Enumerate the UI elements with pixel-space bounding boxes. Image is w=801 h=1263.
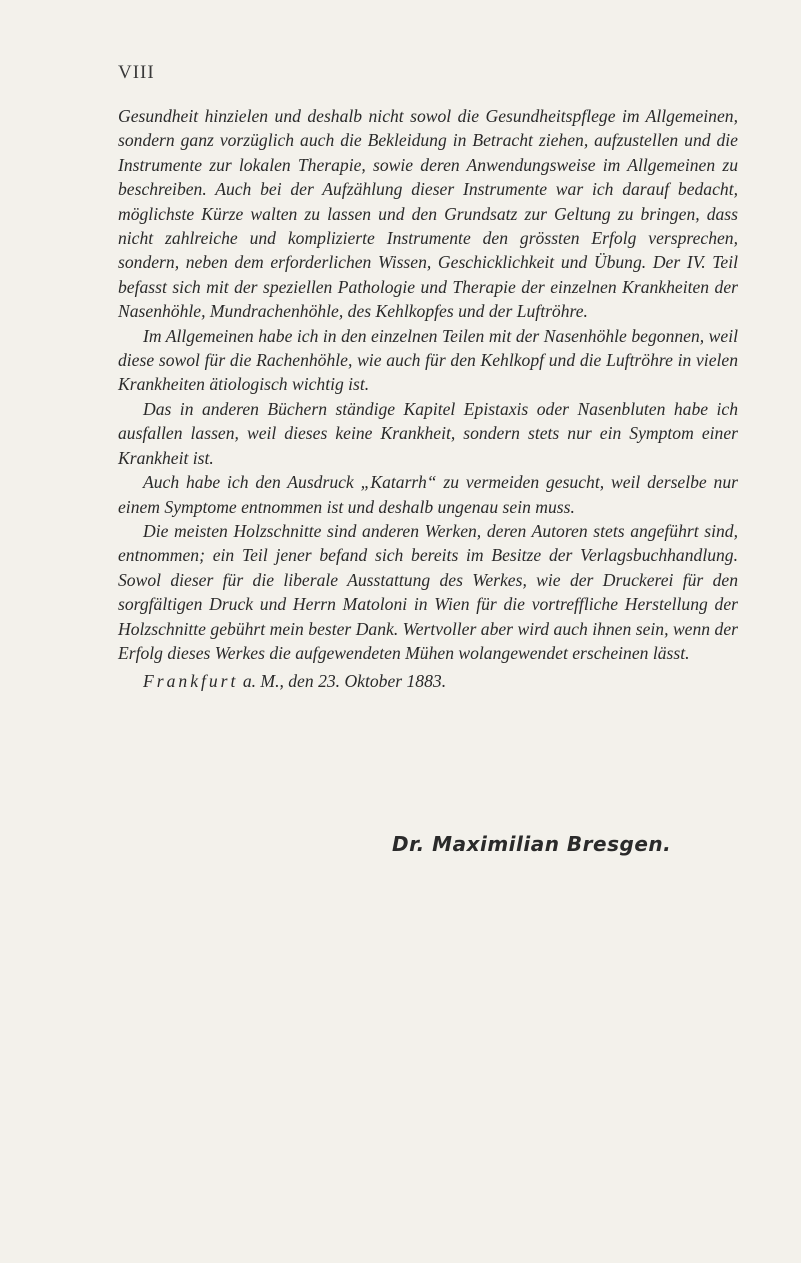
paragraph: Gesundheit hinzielen und deshalb nicht sowol die Gesundheitspflege im Allgemeinen, sondern ganz vorzüglich auch die Bekleidung in Betracht ziehen, aufzustellen und die Instrumente zur lokalen Therapie, sowie deren Anwendungsweise im Allgemeinen zu beschreiben. Auch bei der Aufzählung dieser Instrumente war ich darauf bedacht, möglichste Kürze walten zu lassen und den Grundsatz zur Geltung zu bringen, dass nicht zahlreiche und komplizierte Instrumente den grössten Erfolg versprechen, sondern, neben dem erforderlichen Wissen, Geschicklichkeit und Übung. Der IV. Teil befasst sich mit der speziellen Pathologie und Therapie der einzelnen Krankheiten der Nasenhöhle, Mundrachenhöhle, des Kehlkopfes und der Luftröhre. — [118, 106, 738, 322]
page-number: VIII — [118, 62, 155, 83]
paragraph: Auch habe ich den Ausdruck „Katarrh“ zu vermeiden gesucht, weil derselbe nur einem Symptome entnommen ist und deshalb ungenau sein muss. — [118, 472, 738, 517]
dateline — [118, 669, 738, 693]
dateline-date: a. M., den 23. Oktober 1883. — [238, 671, 447, 692]
paragraph: Das in anderen Büchern ständige Kapitel Epistaxis oder Nasenbluten habe ich ausfallen lassen, weil dieses keine Krankheit, sondern stets nur ein Symptom einer Krankheit ist. — [118, 398, 738, 468]
preface-body — [118, 104, 738, 694]
paragraph: Die meisten Holzschnitte sind anderen Werken, deren Autoren stets angeführt sind, entnommen; ein Teil jener befand sich bereits im Besitze der Verlagsbuchhandlung. Sowol dieser für die liberale Ausstattung des Werkes, wie der Druckerei für den sorgfältigen Druck und Herrn Matoloni in Wien für die vortreffliche Herstellung der Holzschnitte gebührt mein bester Dank. Wertvoller aber wird auch ihnen sein, wenn der Erfolg dieses Werkes die aufgewendeten Mühen wolangewendet erscheinen lässt. — [118, 520, 738, 663]
author-signature: Dr. Maximilian Bresgen. — [392, 832, 672, 856]
paragraph: Im Allgemeinen habe ich in den einzelnen Teilen mit der Nasenhöhle begonnen, weil diese sowol für die Rachenhöhle, wie auch für den Kehlkopf und die Luftröhre in vielen Krankheiten ätiologisch wichtig ist. — [118, 325, 738, 395]
dateline-city: Frankfurt — [143, 671, 239, 692]
